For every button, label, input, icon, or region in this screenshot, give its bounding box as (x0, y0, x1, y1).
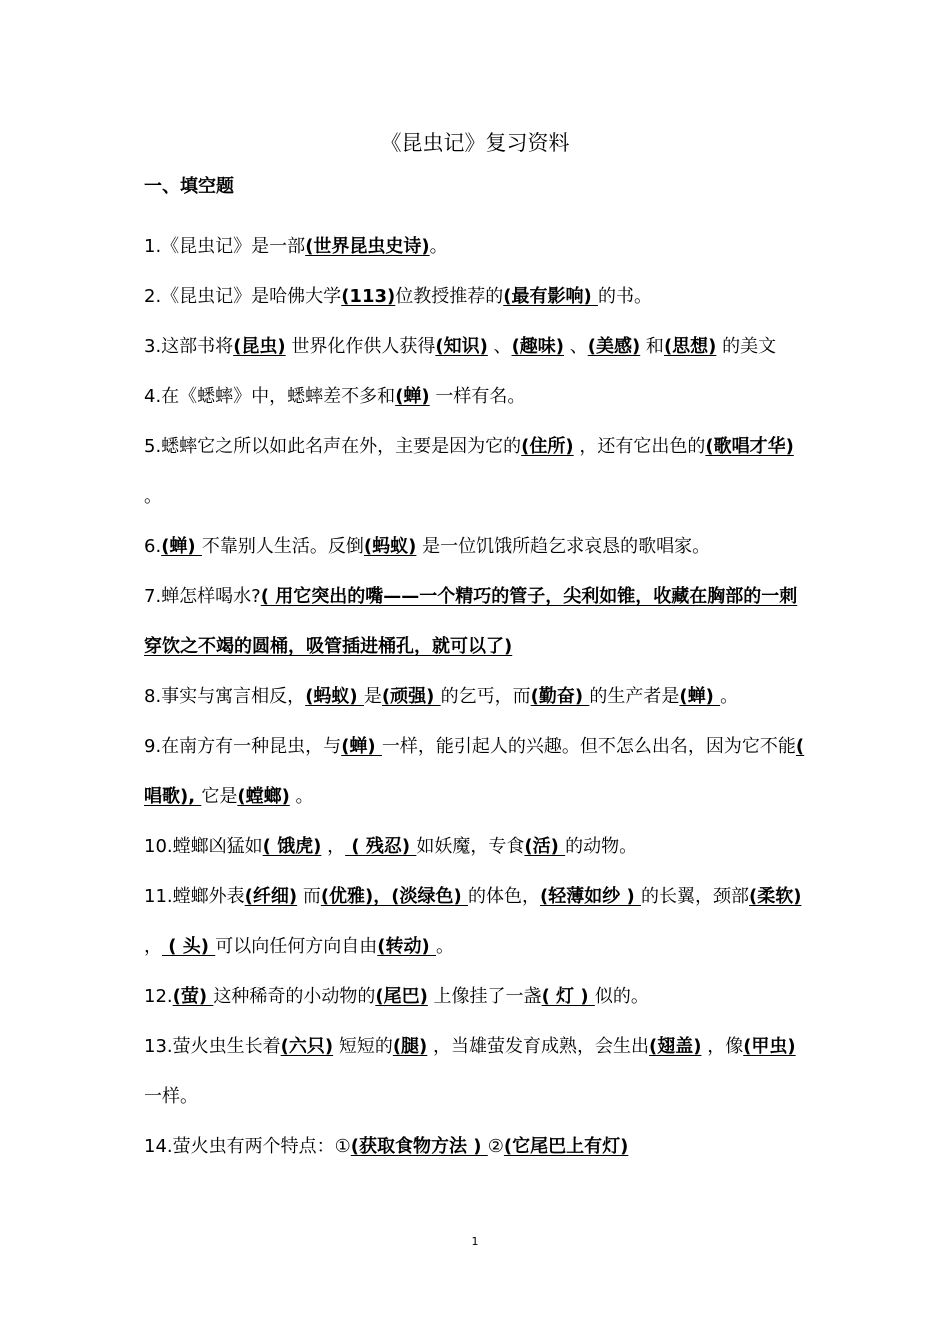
answer-text: (获取食物方法 ) (350, 1136, 488, 1157)
section-heading: 一、填空题 (144, 176, 234, 197)
answer-text: (优雅)，(淡绿色) (320, 886, 469, 907)
question-text: 不靠别人生活。反倒 (201, 536, 364, 557)
answer-text: (活) (524, 836, 566, 857)
page-number: 1 (471, 1235, 479, 1248)
answer-text: (转动) (377, 936, 436, 957)
answer-text: (螳螂) (237, 786, 290, 807)
question-item (144, 872, 808, 972)
question-item (144, 1122, 808, 1172)
question-item (144, 672, 808, 722)
question-text: 的乞丐，而 (440, 686, 531, 707)
answer-text: (尾巴) (375, 986, 428, 1007)
question-text: 世界化作供人获得 (285, 336, 436, 357)
question-text: 的生产者是 (589, 686, 680, 707)
question-text: 可以向任何方向自由 (215, 936, 378, 957)
question-text: 6. (144, 536, 162, 557)
answer-text: (甲虫) (743, 1036, 796, 1057)
question-text: 上像挂了一盏 (427, 986, 542, 1007)
question-text: ，还有它出色的 (573, 436, 706, 457)
answer-text: (六只) (280, 1036, 334, 1057)
question-text: 短短的 (333, 1036, 393, 1057)
question-item (144, 572, 808, 672)
question-text: 它是 (201, 786, 238, 807)
question-text: 3.这部书将 (144, 336, 234, 357)
question-text: 。 (289, 786, 314, 807)
question-item (144, 372, 808, 422)
answer-text: (纤细) (244, 886, 298, 907)
question-text: ， (321, 836, 346, 857)
question-item (144, 1022, 808, 1122)
question-text: 而 (297, 886, 321, 907)
answer-text: (世界昆虫史诗) (305, 236, 430, 257)
question-text: 的体色， (468, 886, 541, 907)
question-text: 11.螳螂外表 (144, 886, 245, 907)
answer-text: ( 灯 ) (541, 986, 595, 1007)
answer-text: (最有影响) (503, 286, 598, 307)
question-text: 如妖魔，专食 (416, 836, 525, 857)
question-list (144, 222, 808, 1172)
question-text: ，当雄萤发育成熟，会生出 (427, 1036, 650, 1057)
question-text: 似的。 (594, 986, 649, 1007)
answer-text: (萤) (172, 986, 214, 1007)
question-item (144, 322, 808, 372)
question-text: 12. (144, 986, 173, 1007)
answer-text: (顽强) (381, 686, 441, 707)
question-text: ，像 (701, 1036, 744, 1057)
answer-text: (翅盖) (649, 1036, 702, 1057)
answer-text: (知识) (435, 336, 488, 357)
question-text: 。 (720, 686, 739, 707)
question-text: 一样，能引起人的兴趣。但不怎么出名，因为它不能 (381, 736, 796, 757)
answer-text: (蝉) (679, 686, 721, 707)
question-item (144, 422, 808, 522)
answer-text: (蝉) (341, 736, 382, 757)
answer-text: ( 唱歌), (144, 736, 805, 807)
answer-text: (轻薄如纱 ) (540, 886, 642, 907)
answer-text: (蚂蚁) (363, 536, 417, 557)
question-text: 一样。 (144, 1086, 198, 1107)
question-text: 4.在《蟋蟀》中，蟋蟀差不多和 (144, 386, 396, 407)
question-item (144, 222, 808, 272)
question-text: 14.萤火虫有两个特点：① (144, 1136, 351, 1157)
answer-text: (蚂蚁) (305, 686, 364, 707)
question-text: 一样有名。 (429, 386, 526, 407)
question-text: 位教授推荐的 (395, 286, 504, 307)
question-text: 的长翼，颈部 (641, 886, 750, 907)
answer-text: (住所) (521, 436, 574, 457)
question-text: 。 (429, 236, 448, 257)
question-item (144, 822, 808, 872)
question-text: 10.螳螂凶猛如 (144, 836, 263, 857)
answer-text: (思想) (663, 336, 717, 357)
answer-text: ( 用它突出的嘴——一个精巧的管子，尖利如锥，收藏在胸部的一刺穿饮之不竭的圆桶，吸管插进桶孔，就可以了) (144, 586, 798, 657)
question-text: 是 (363, 686, 382, 707)
answer-text: (它尾巴上有灯) (503, 1136, 629, 1157)
question-text: 8.事实与寓言相反， (144, 686, 306, 707)
answer-text: (趣味) (511, 336, 565, 357)
answer-text: ( 饿虎) (262, 836, 322, 857)
document-title: 《昆虫记》复习资料 (380, 131, 570, 155)
answer-text: (昆虫) (233, 336, 286, 357)
question-item (144, 722, 808, 822)
answer-text: (歌唱才华) (705, 436, 794, 457)
question-text: 、 (564, 336, 588, 357)
question-text: 1.《昆虫记》是一部 (144, 236, 306, 257)
question-text: 7.蝉怎样喝水? (144, 586, 261, 607)
answer-text: (蝉) (395, 386, 430, 407)
question-text: 这种稀奇的小动物的 (213, 986, 376, 1007)
question-text: 。 (436, 936, 454, 957)
question-text: 和 (640, 336, 664, 357)
question-text: ， (144, 936, 162, 957)
question-item (144, 272, 808, 322)
question-text: ② (487, 1136, 504, 1157)
question-text: 是一位饥饿所趋乞求哀恳的歌唱家。 (416, 536, 711, 557)
question-text: 9.在南方有一种昆虫，与 (144, 736, 342, 757)
answer-text: ( 残忍) (345, 836, 417, 857)
answer-text: ( 头) (162, 936, 216, 957)
question-text: 的动物。 (565, 836, 638, 857)
question-text: 13.萤火虫生长着 (144, 1036, 281, 1057)
question-text: 2.《昆虫记》是哈佛大学 (144, 286, 342, 307)
answer-text: (柔软) (749, 886, 802, 907)
question-item (144, 972, 808, 1022)
answer-text: (113) (341, 286, 396, 307)
question-text: 5.蟋蟀它之所以如此名声在外，主要是因为它的 (144, 436, 522, 457)
answer-text: (蝉) (161, 536, 202, 557)
question-text: 的美文 (716, 336, 777, 357)
answer-text: (美感) (587, 336, 641, 357)
question-item (144, 522, 808, 572)
question-text: 。 (144, 486, 162, 507)
question-text: 、 (487, 336, 512, 357)
answer-text: (勤奋) (530, 686, 590, 707)
question-text: 的书。 (597, 286, 652, 307)
answer-text: (腿) (392, 1036, 428, 1057)
